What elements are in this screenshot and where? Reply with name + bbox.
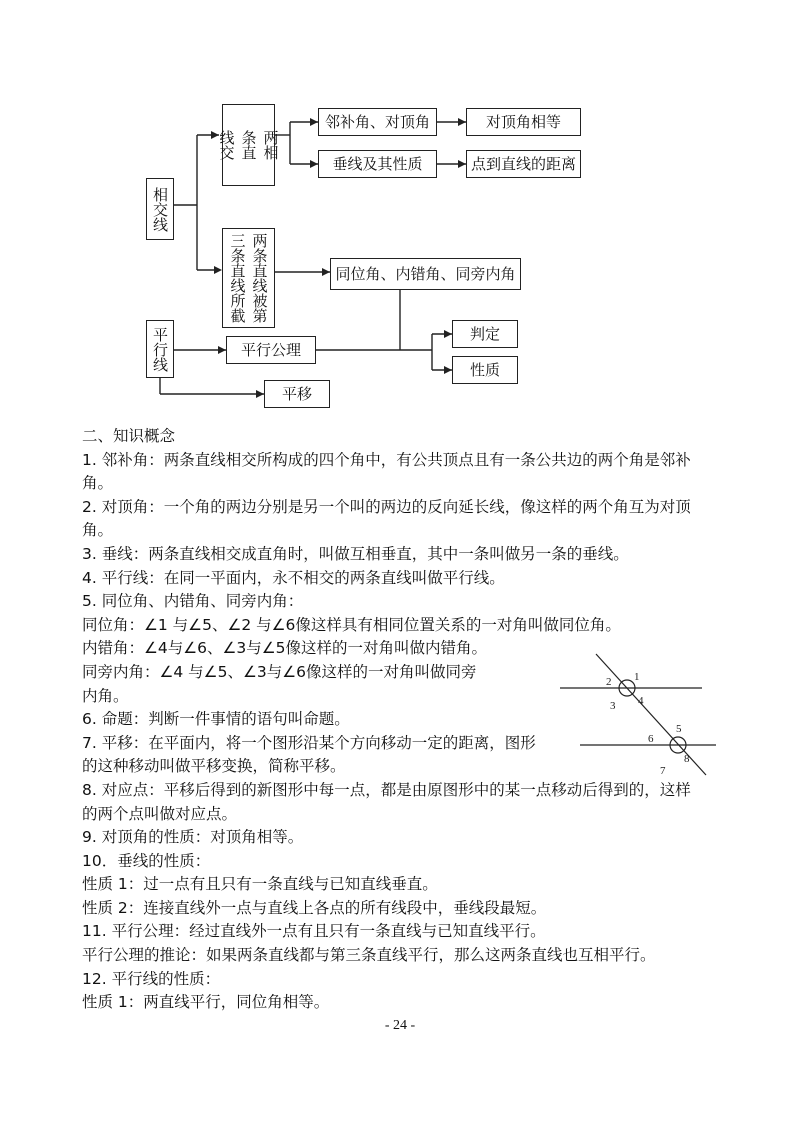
label-4: 4 bbox=[638, 695, 644, 707]
text-line: 角。 bbox=[82, 521, 114, 540]
label-5: 5 bbox=[676, 723, 682, 735]
text-line: 1. 邻补角：两条直线相交所构成的四个角中，有公共顶点且有一条公共边的两个角是邻补 bbox=[82, 450, 691, 469]
box-three-lines-cut-text bbox=[229, 233, 269, 323]
label-6: 6 bbox=[648, 733, 654, 745]
text-line: 性质 1：两直线平行，同位角相等。 bbox=[82, 993, 330, 1012]
box-parallel-axiom-text: 平行公理 bbox=[240, 341, 301, 359]
text-line: 平行公理的推论：如果两条直线都与第三条直线平行，那么这两条直线也互相平行。 bbox=[82, 946, 656, 965]
box-angle-types-text: 同位角、内错角、同旁内角 bbox=[335, 265, 516, 283]
col-1: 两条直线被第 bbox=[250, 233, 269, 323]
box-adjacent-vertical-angles bbox=[318, 108, 437, 136]
box-intersecting-lines bbox=[146, 178, 174, 240]
box-translation bbox=[264, 380, 330, 408]
text-line: 10．垂线的性质： bbox=[82, 851, 211, 870]
col-3: 线交 bbox=[217, 130, 236, 160]
angle-figure bbox=[556, 650, 716, 780]
transversal-line bbox=[596, 654, 706, 775]
box-judgement-text: 判定 bbox=[469, 325, 500, 343]
text-line: 的两个点叫做对应点。 bbox=[82, 804, 238, 823]
text-line: 角。 bbox=[82, 474, 114, 493]
box-intersecting-lines-text: 相交线 bbox=[151, 186, 169, 232]
box-point-line-distance bbox=[466, 150, 581, 178]
text-line: 11. 平行公理：经过直线外一点有且只有一条直线与已知直线平行。 bbox=[82, 922, 546, 941]
box-property bbox=[452, 356, 518, 384]
box-parallel-lines bbox=[146, 320, 174, 378]
text-line: 9. 对顶角的性质：对顶角相等。 bbox=[82, 828, 304, 847]
box-judgement bbox=[452, 320, 518, 348]
col-1: 两相 bbox=[261, 130, 280, 160]
text-line: 7. 平移：在平面内，将一个图形沿某个方向移动一定的距离，图形 bbox=[82, 733, 536, 752]
label-3: 3 bbox=[610, 700, 616, 712]
text-line: 同旁内角：∠4 与∠5、∠3与∠6像这样的一对角叫做同旁 bbox=[82, 662, 477, 681]
text-line: 内角。 bbox=[82, 686, 129, 705]
box-two-lines-intersect bbox=[217, 104, 280, 186]
text-line: 内错角：∠4与∠6、∠3与∠5像这样的一对角叫做内错角。 bbox=[82, 639, 488, 658]
box-translation-text: 平移 bbox=[281, 385, 312, 403]
label-8: 8 bbox=[684, 753, 690, 765]
box-vertical-angles-equal-text: 对顶角相等 bbox=[485, 113, 561, 131]
box-point-line-distance-text: 点到直线的距离 bbox=[470, 155, 576, 173]
box-adjacent-vertical-angles-text: 邻补角、对顶角 bbox=[324, 113, 430, 131]
box-property-text: 性质 bbox=[469, 361, 500, 379]
text-line: 6. 命题：判断一件事情的语句叫命题。 bbox=[82, 710, 350, 729]
label-1: 1 bbox=[634, 671, 640, 683]
label-2: 2 bbox=[606, 676, 612, 688]
text-line: 2. 对顶角：一个角的两边分别是另一个叫的两边的反向延长线，像这样的两个角互为对顶 bbox=[82, 497, 691, 516]
box-perpendicular-text: 垂线及其性质 bbox=[332, 155, 423, 173]
box-parallel-axiom bbox=[226, 336, 316, 364]
text-line: 的这种移动叫做平移变换，简称平移。 bbox=[82, 757, 346, 776]
section-heading: 二、知识概念 bbox=[82, 427, 176, 445]
box-two-lines-intersect-text bbox=[218, 130, 280, 160]
text-line: 性质 2：连接直线外一点与直线上各点的所有线段中，垂线段最短。 bbox=[82, 898, 547, 917]
col-2: 三条直线所截 bbox=[228, 233, 247, 323]
text-line: 同位角：∠1 与∠5、∠2 与∠6像这样具有相同位置关系的一对角叫做同位角。 bbox=[82, 615, 621, 634]
text-line: 性质 1：过一点有且只有一条直线与已知直线垂直。 bbox=[82, 875, 438, 894]
box-parallel-lines-text: 平行线 bbox=[151, 326, 169, 372]
box-three-lines-cut bbox=[222, 228, 275, 328]
label-7: 7 bbox=[660, 765, 666, 777]
text-line: 4. 平行线：在同一平面内，永不相交的两条直线叫做平行线。 bbox=[82, 568, 505, 587]
box-perpendicular bbox=[318, 150, 437, 178]
page-number: - 24 - bbox=[384, 1018, 416, 1033]
text-line: 3. 垂线：两条直线相交成直角时，叫做互相垂直，其中一条叫做另一条的垂线。 bbox=[82, 544, 629, 563]
text-line: 8. 对应点：平移后得到的新图形中每一点，都是由原图形中的某一点移动后得到的，这样 bbox=[82, 780, 691, 799]
text-line: 5. 同位角、内错角、同旁内角： bbox=[82, 592, 304, 611]
box-vertical-angles-equal bbox=[466, 108, 581, 136]
col-2: 条直 bbox=[239, 130, 258, 160]
text-line: 12. 平行线的性质： bbox=[82, 969, 221, 988]
diagram-connectors bbox=[0, 0, 800, 420]
box-angle-types bbox=[330, 258, 521, 290]
